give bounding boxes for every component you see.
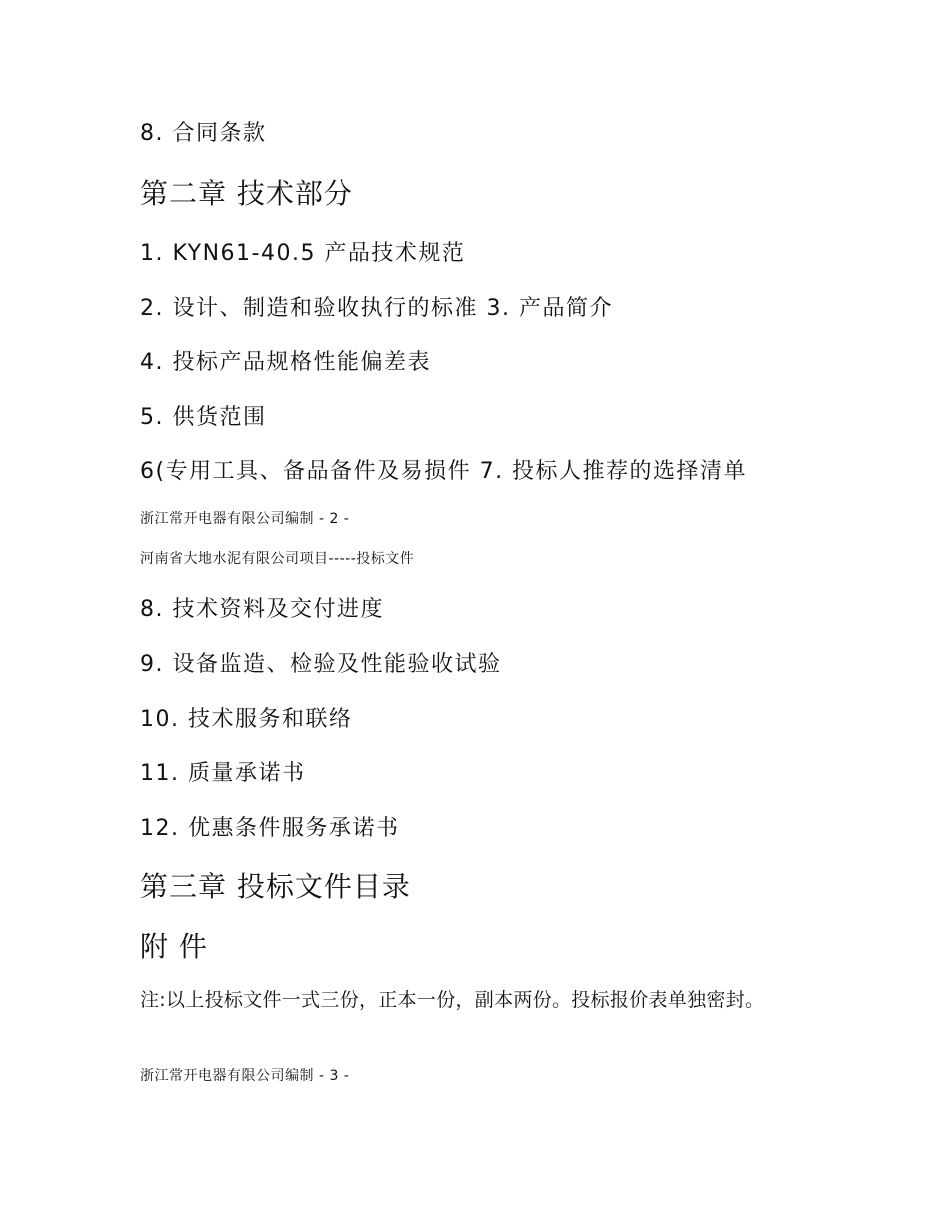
- chapter-3-heading: 第三章 投标文件目录: [140, 870, 411, 903]
- toc-item-6-7: 6(专用工具、备品备件及易损件 7. 投标人推荐的选择清单: [140, 459, 748, 484]
- attachment-heading: 附 件: [140, 930, 208, 963]
- toc-item-9: 9. 设备监造、检验及性能验收试验: [140, 652, 502, 677]
- toc-item-1: 1. KYN61-40.5 产品技术规范: [140, 241, 466, 266]
- toc-item-4: 4. 投标产品规格性能偏差表: [140, 350, 431, 375]
- contract-terms-item: 8. 合同条款: [140, 121, 267, 146]
- page-footer-3: 浙江常开电器有限公司编制 - 3 -: [140, 1068, 350, 1084]
- toc-item-5: 5. 供货范围: [140, 405, 267, 430]
- toc-item-2-3: 2. 设计、制造和验收执行的标准 3. 产品简介: [140, 296, 613, 321]
- chapter-2-heading: 第二章 技术部分: [140, 177, 353, 210]
- toc-item-10: 10. 技术服务和联络: [140, 707, 353, 732]
- toc-item-11: 11. 质量承诺书: [140, 761, 306, 786]
- toc-item-8: 8. 技术资料及交付进度: [140, 597, 384, 622]
- note-text: 注:以上投标文件一式三份，正本一份，副本两份。投标报价表单独密封。: [140, 989, 765, 1011]
- page-footer-2: 浙江常开电器有限公司编制 - 2 -: [140, 511, 350, 527]
- page-header-3: 河南省大地水泥有限公司项目-----投标文件: [140, 551, 415, 567]
- toc-item-12: 12. 优惠条件服务承诺书: [140, 816, 400, 841]
